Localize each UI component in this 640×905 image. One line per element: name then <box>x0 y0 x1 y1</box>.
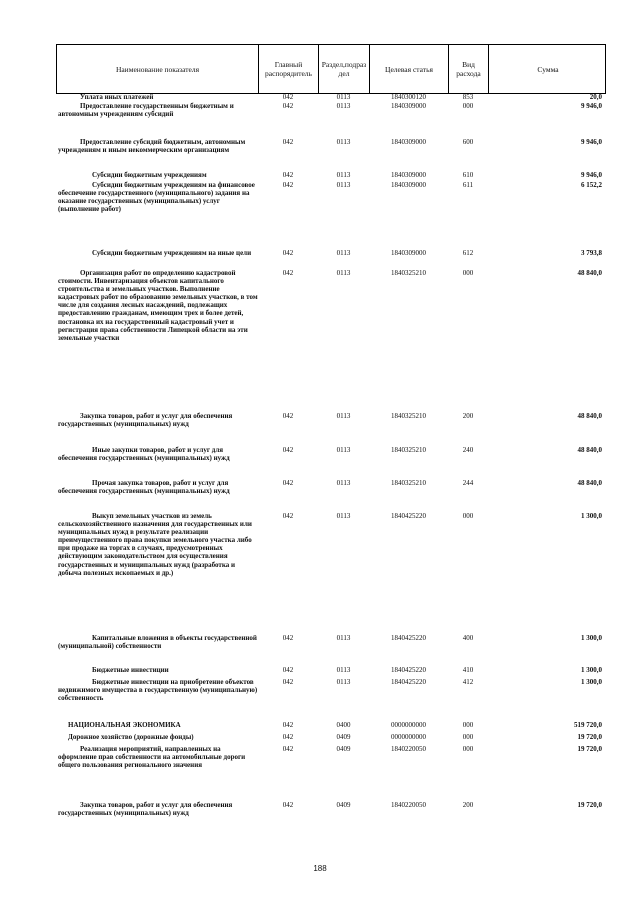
row-target: 0000000000 <box>391 733 426 741</box>
row-sum: 19 720,0 <box>577 745 602 753</box>
row-gr: 042 <box>282 512 294 520</box>
row-vid: 853 <box>462 93 474 101</box>
row-razdel: 0409 <box>336 801 351 809</box>
row-gr: 042 <box>282 249 294 257</box>
row-razdel: 0113 <box>336 171 351 179</box>
row-target: 1840325210 <box>391 269 426 277</box>
row-name: Бюджетные инвестиции <box>92 666 169 674</box>
row-vid: 000 <box>462 102 474 110</box>
row-razdel: 0113 <box>336 512 351 520</box>
row-vid: 612 <box>462 249 474 257</box>
row-target: 1840325210 <box>391 446 426 454</box>
row-sum: 1 300,0 <box>581 512 602 520</box>
row-razdel: 0409 <box>336 745 351 753</box>
row-name: Субсидии бюджетным учреждениям <box>92 171 207 179</box>
row-name: Бюджетные инвестиции на приобретение объектов недвижимого имущества в государственную (муниципальную) собственность <box>58 678 258 703</box>
header-sum: Сумма <box>537 64 559 74</box>
row-sum: 48 840,0 <box>577 412 602 420</box>
row-target: 1840309000 <box>391 138 426 146</box>
row-sum: 1 300,0 <box>581 678 602 686</box>
row-vid: 611 <box>462 181 474 189</box>
row-gr: 042 <box>282 93 294 101</box>
row-vid: 200 <box>462 801 474 809</box>
row-name: Капитальные вложения в объекты государственной (муниципальной) собственности <box>58 634 257 651</box>
row-target: 1840309000 <box>391 181 426 189</box>
row-gr: 042 <box>282 733 294 741</box>
row-gr: 042 <box>282 171 294 179</box>
row-name: Уплата иных платежей <box>80 93 154 101</box>
row-gr: 042 <box>282 181 294 189</box>
row-gr: 042 <box>282 745 294 753</box>
row-vid: 000 <box>462 745 474 753</box>
row-name: Закупка товаров, работ и услуг для обеспечения государственных (муниципальных) нужд <box>58 412 233 429</box>
row-razdel: 0113 <box>336 249 351 257</box>
row-gr: 042 <box>282 412 294 420</box>
row-razdel: 0113 <box>336 93 351 101</box>
row-gr: 042 <box>282 634 294 642</box>
row-sum: 48 840,0 <box>577 269 602 277</box>
row-razdel: 0113 <box>336 412 351 420</box>
row-gr: 042 <box>282 678 294 686</box>
row-name: Реализация мероприятий, направленных на оформление прав собственности на автомобильные дороги общего пользования регионального значения <box>58 745 246 770</box>
row-razdel: 0113 <box>336 446 351 454</box>
header-section: Раздел,подраз дел <box>319 45 370 93</box>
row-gr: 042 <box>282 801 294 809</box>
row-vid: 610 <box>462 171 474 179</box>
row-target: 1840425220 <box>391 634 426 642</box>
row-sum: 9 946,0 <box>581 102 602 110</box>
row-name: Закупка товаров, работ и услуг для обеспечения государственных (муниципальных) нужд <box>58 801 233 818</box>
row-razdel: 0113 <box>336 666 351 674</box>
row-vid: 000 <box>462 512 474 520</box>
row-vid: 412 <box>462 678 474 686</box>
row-vid: 240 <box>462 446 474 454</box>
row-razdel: 0113 <box>336 479 351 487</box>
row-name: НАЦИОНАЛЬНАЯ ЭКОНОМИКА <box>68 721 181 729</box>
row-target: 1840425220 <box>391 512 426 520</box>
row-name: Выкуп земельных участков из земель сельскохозяйственного назначения для государственных или муниципальных нужд в результате реализации преимущественного права покупки земельного участка либо при продаже на торгах в случаях, предусмотренных действующим законодательством для осуществления государственных и муниципальных нужд (разработка и добыча полезных ископаемых и др.) <box>58 512 252 577</box>
row-razdel: 0113 <box>336 269 351 277</box>
row-gr: 042 <box>282 269 294 277</box>
row-sum: 19 720,0 <box>577 801 602 809</box>
row-sum: 6 152,2 <box>581 181 602 189</box>
row-name: Иные закупки товаров, работ и услуг для обеспечения государственных (муниципальных) нужд <box>58 446 230 463</box>
row-target: 0000000000 <box>391 721 426 729</box>
row-target: 1840220050 <box>391 801 426 809</box>
row-name: Субсидии бюджетным учреждениям на финансовое обеспечение государственного (муниципального) задания на оказание государственных (муниципальных) услуг (выполнение работ) <box>58 181 255 214</box>
row-name: Организация работ по определению кадастровой стоимости. Инвентаризация объектов капитального строительства и земельных участков. Выполнение кадастровых работ по образованию земельных участков, в том числе для создания лесных насаждений, подлежащих предоставлению гражданам, имеющим трех и более детей, постановка их на государственный кадастровый учет и регистрация права собственности Липецкой области на эти земельные участки <box>58 269 258 342</box>
page-number: 188 <box>313 864 327 873</box>
row-vid: 600 <box>462 138 474 146</box>
row-sum: 1 300,0 <box>581 666 602 674</box>
row-vid: 400 <box>462 634 474 642</box>
row-sum: 9 946,0 <box>581 171 602 179</box>
row-target: 1840425220 <box>391 678 426 686</box>
row-razdel: 0113 <box>336 102 351 110</box>
row-vid: 000 <box>462 721 474 729</box>
row-target: 1840309000 <box>391 171 426 179</box>
row-sum: 19 720,0 <box>577 733 602 741</box>
row-gr: 042 <box>282 721 294 729</box>
row-name: Прочая закупка товаров, работ и услуг для обеспечения государственных (муниципальных) нужд <box>58 479 230 496</box>
row-sum: 3 793,8 <box>581 249 602 257</box>
row-gr: 042 <box>282 102 294 110</box>
row-razdel: 0400 <box>336 721 351 729</box>
row-target: 1840425220 <box>391 666 426 674</box>
row-sum: 20,0 <box>589 93 602 101</box>
header-main-manager: Главный распорядитель <box>259 45 319 93</box>
row-name: Субсидии бюджетным учреждениям на иные цели <box>92 249 252 257</box>
row-sum: 48 840,0 <box>577 446 602 454</box>
row-target: 1840309000 <box>391 102 426 110</box>
row-razdel: 0113 <box>336 634 351 642</box>
row-name: Дорожное хозяйство (дорожные фонды) <box>68 733 194 741</box>
row-target: 1840325210 <box>391 412 426 420</box>
row-gr: 042 <box>282 138 294 146</box>
row-vid: 000 <box>462 733 474 741</box>
row-sum: 48 840,0 <box>577 479 602 487</box>
row-name: Предоставление государственным бюджетным и автономным учреждениям субсидий <box>58 102 234 119</box>
row-target: 1840309000 <box>391 249 426 257</box>
row-sum: 9 946,0 <box>581 138 602 146</box>
row-vid: 200 <box>462 412 474 420</box>
header-target-article: Целевая статья <box>370 45 449 93</box>
row-razdel: 0409 <box>336 733 351 741</box>
row-target: 1840300120 <box>391 93 426 101</box>
row-sum: 1 300,0 <box>581 634 602 642</box>
row-name: Предоставление субсидий бюджетным, автономным учреждениям и иным некоммерческим организациям <box>58 138 246 155</box>
row-vid: 410 <box>462 666 474 674</box>
row-target: 1840220050 <box>391 745 426 753</box>
row-gr: 042 <box>282 446 294 454</box>
row-razdel: 0113 <box>336 181 351 189</box>
row-target: 1840325210 <box>391 479 426 487</box>
row-razdel: 0113 <box>336 678 351 686</box>
row-gr: 042 <box>282 666 294 674</box>
header-name: Наименование показателя <box>57 45 259 93</box>
header-expense-type: Вид расхода <box>449 45 489 93</box>
row-gr: 042 <box>282 479 294 487</box>
row-vid: 000 <box>462 269 474 277</box>
row-vid: 244 <box>462 479 474 487</box>
table-header <box>56 44 606 94</box>
row-sum: 519 720,0 <box>574 721 602 729</box>
row-razdel: 0113 <box>336 138 351 146</box>
